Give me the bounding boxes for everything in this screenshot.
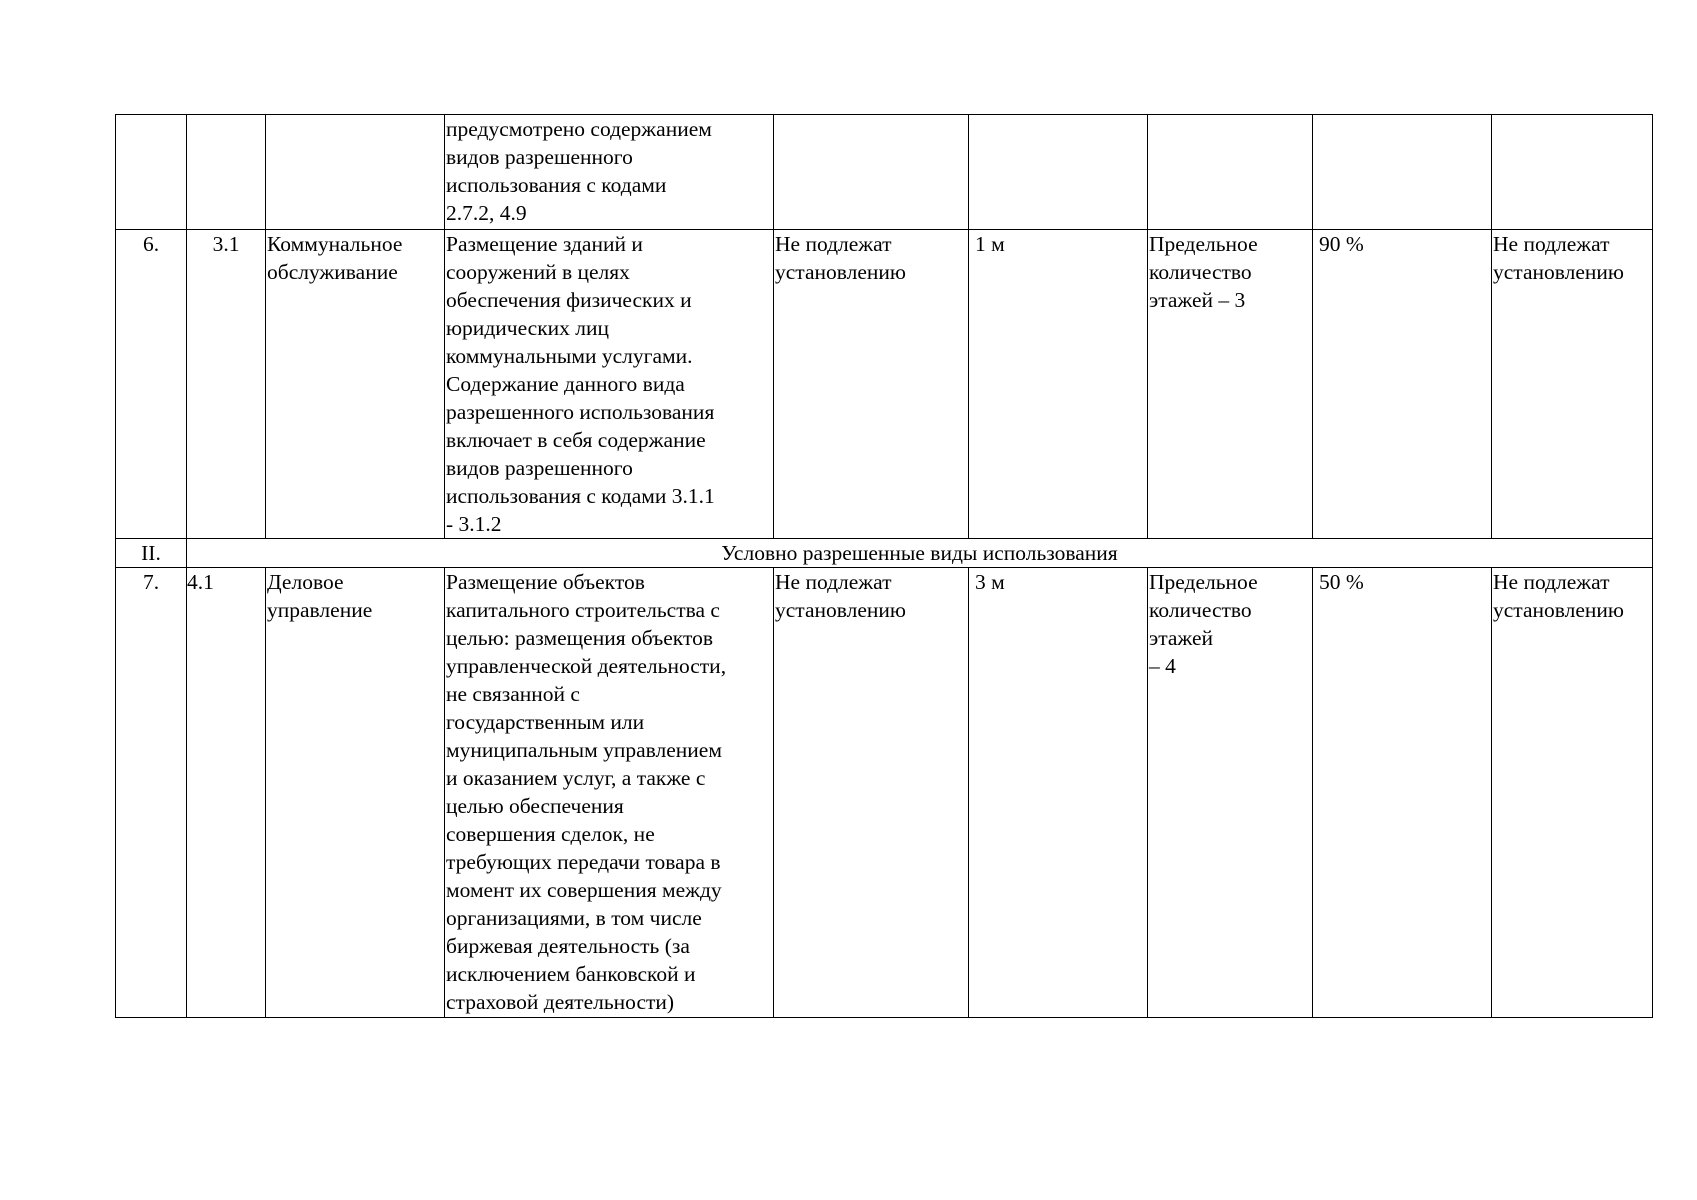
- cell-param-4: 50 %: [1313, 568, 1492, 1018]
- cell-number: 7.: [116, 568, 187, 1018]
- cell-param-1: Не подлежат установлению: [774, 568, 969, 1018]
- cell-param-4: 90 %: [1313, 230, 1492, 539]
- cell-code: [187, 115, 266, 230]
- cell-param-1: [774, 115, 969, 230]
- cell-param-1: Не подлежат установлению: [774, 230, 969, 539]
- cell-code: 4.1: [187, 568, 266, 1018]
- table-row-7: [116, 568, 1653, 1018]
- cell-name: Коммунальное обслуживание: [266, 230, 445, 539]
- section-row-ii: [116, 539, 1653, 568]
- cell-number: 6.: [116, 230, 187, 539]
- cell-param-2: 1 м: [969, 230, 1148, 539]
- cell-code: 3.1: [187, 230, 266, 539]
- cell-param-3: Предельное количество этажей – 4: [1148, 568, 1313, 1018]
- table-row-6: [116, 230, 1653, 539]
- section-title: Условно разрешенные виды использования: [187, 539, 1653, 568]
- cell-description: Размещение зданий и сооружений в целях обеспечения физических и юридических лиц коммунальными услугами. Содержание данного вида разрешенного использования включает в себя содержание видов разрешенного использования с кодами 3.1.1 - 3.1.2: [445, 230, 774, 539]
- land-use-table: [115, 114, 1653, 1018]
- cell-description: Размещение объектов капитального строительства с целью: размещения объектов управленческой деятельности, не связанной с государственным или муниципальным управлением и оказанием услуг, а также с целью обеспечения совершения сделок, не требующих передачи товара в момент их совершения между организациями, в том числе биржевая деятельность (за исключением банковской и страховой деятельности): [445, 568, 774, 1018]
- cell-param-2: [969, 115, 1148, 230]
- table-row-continuation: [116, 115, 1653, 230]
- cell-param-2: 3 м: [969, 568, 1148, 1018]
- section-number: II.: [116, 539, 187, 568]
- cell-name: Деловое управление: [266, 568, 445, 1018]
- cell-number: [116, 115, 187, 230]
- cell-name: [266, 115, 445, 230]
- cell-param-5: [1492, 115, 1653, 230]
- cell-param-3: [1148, 115, 1313, 230]
- cell-param-4: [1313, 115, 1492, 230]
- cell-param-5: Не подлежат установлению: [1492, 230, 1653, 539]
- cell-param-3: Предельное количество этажей – 3: [1148, 230, 1313, 539]
- cell-description: предусмотрено содержанием видов разрешенного использования с кодами 2.7.2, 4.9: [445, 115, 774, 230]
- cell-param-5: Не подлежат установлению: [1492, 568, 1653, 1018]
